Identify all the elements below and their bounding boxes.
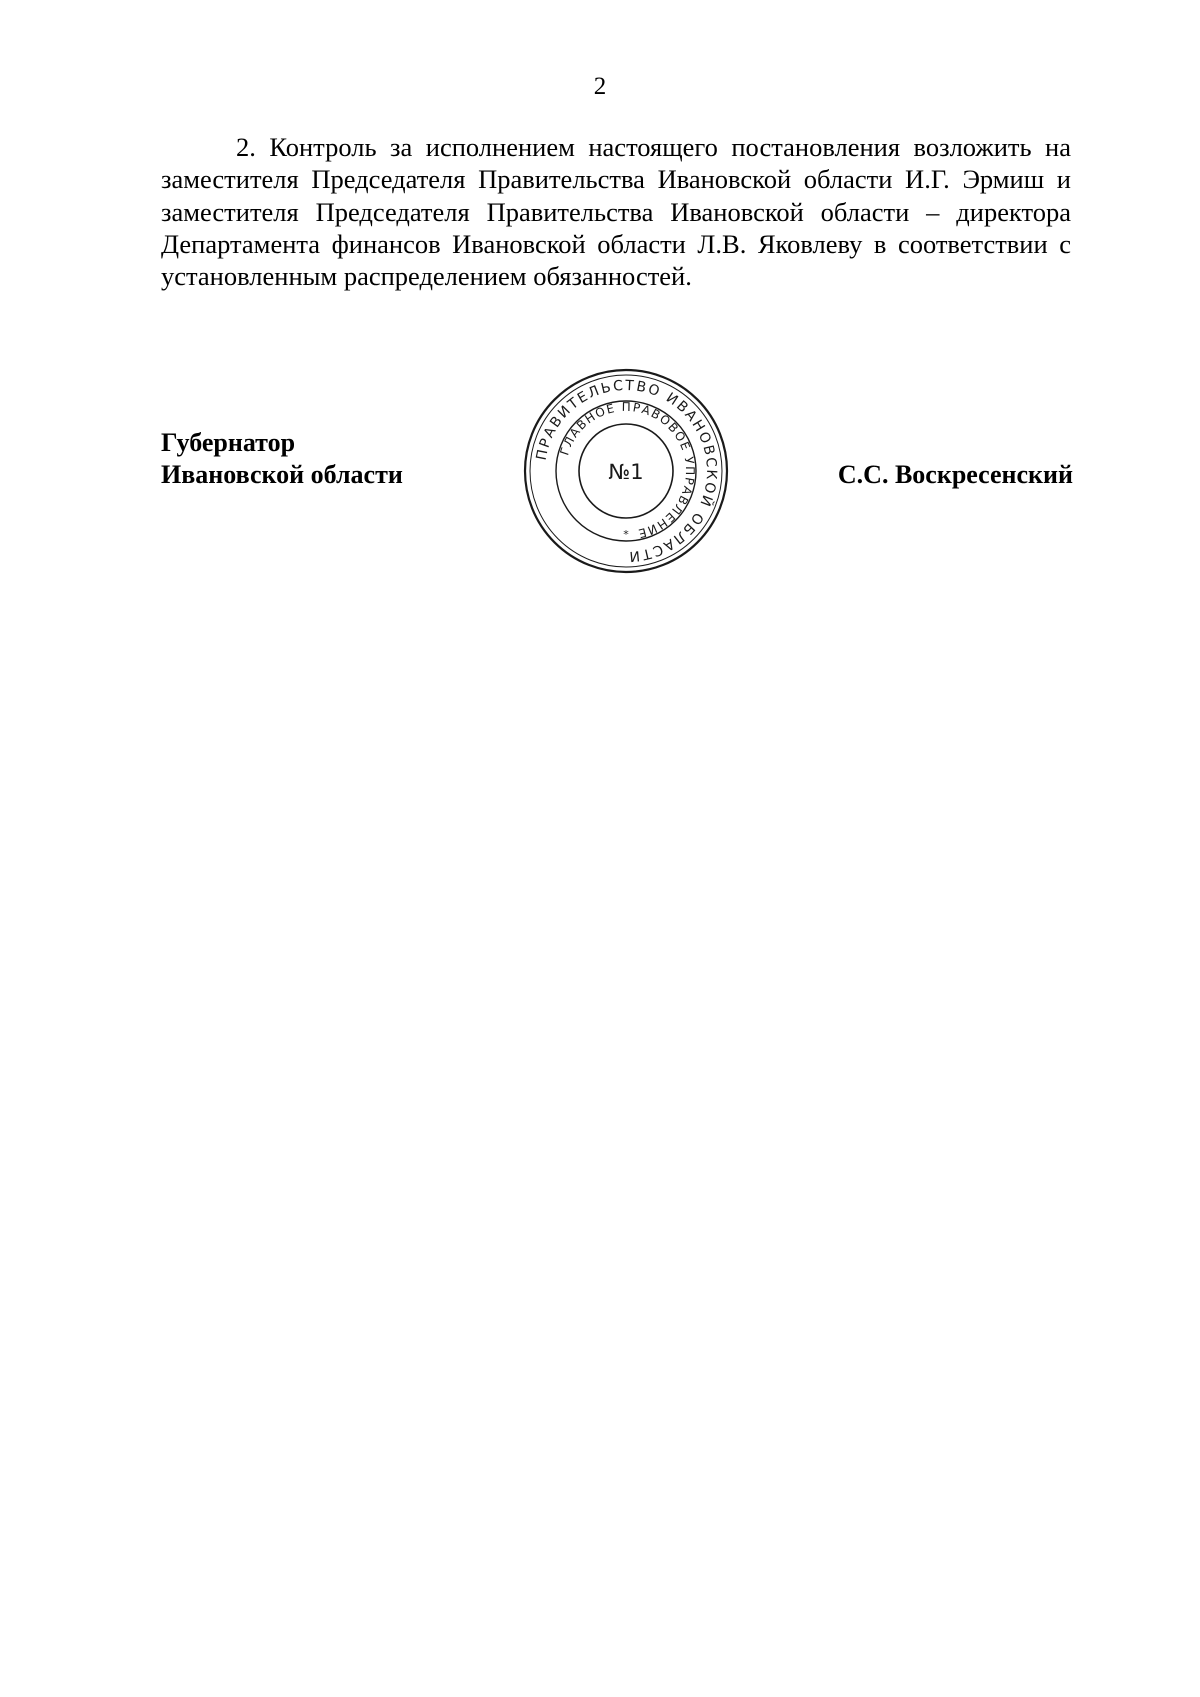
page-number: 2 bbox=[593, 73, 607, 100]
signer-title-line1: Губернатор bbox=[161, 428, 296, 457]
body-paragraph: 2. Контроль за исполнением настоящего постановления возложить на заместителя Председателя Правительства Ивановской области И.Г. Эрмиш и заместителя Председателя Правительства Ивановской области – директора Департамента финансов Ивановской области Л.В. Яковлеву в соответствии с установленным распределением обязанностей. bbox=[161, 132, 1071, 292]
signer-name: С.С. Воскресенский bbox=[837, 460, 1073, 489]
seal-star-icon: * bbox=[623, 528, 629, 541]
seal-outer-text: ПРАВИТЕЛЬСТВО ИВАНОВСКОЙ ОБЛАСТИ bbox=[533, 377, 720, 565]
official-seal bbox=[521, 366, 731, 576]
seal-inner-text: ГЛАВНОЕ ПРАВОВОЕ УПРАВЛЕНИЕ bbox=[557, 399, 698, 541]
seal-center-text: №1 bbox=[608, 460, 644, 484]
signer-title bbox=[161, 427, 403, 491]
signer-title-line2: Ивановской области bbox=[161, 460, 403, 489]
